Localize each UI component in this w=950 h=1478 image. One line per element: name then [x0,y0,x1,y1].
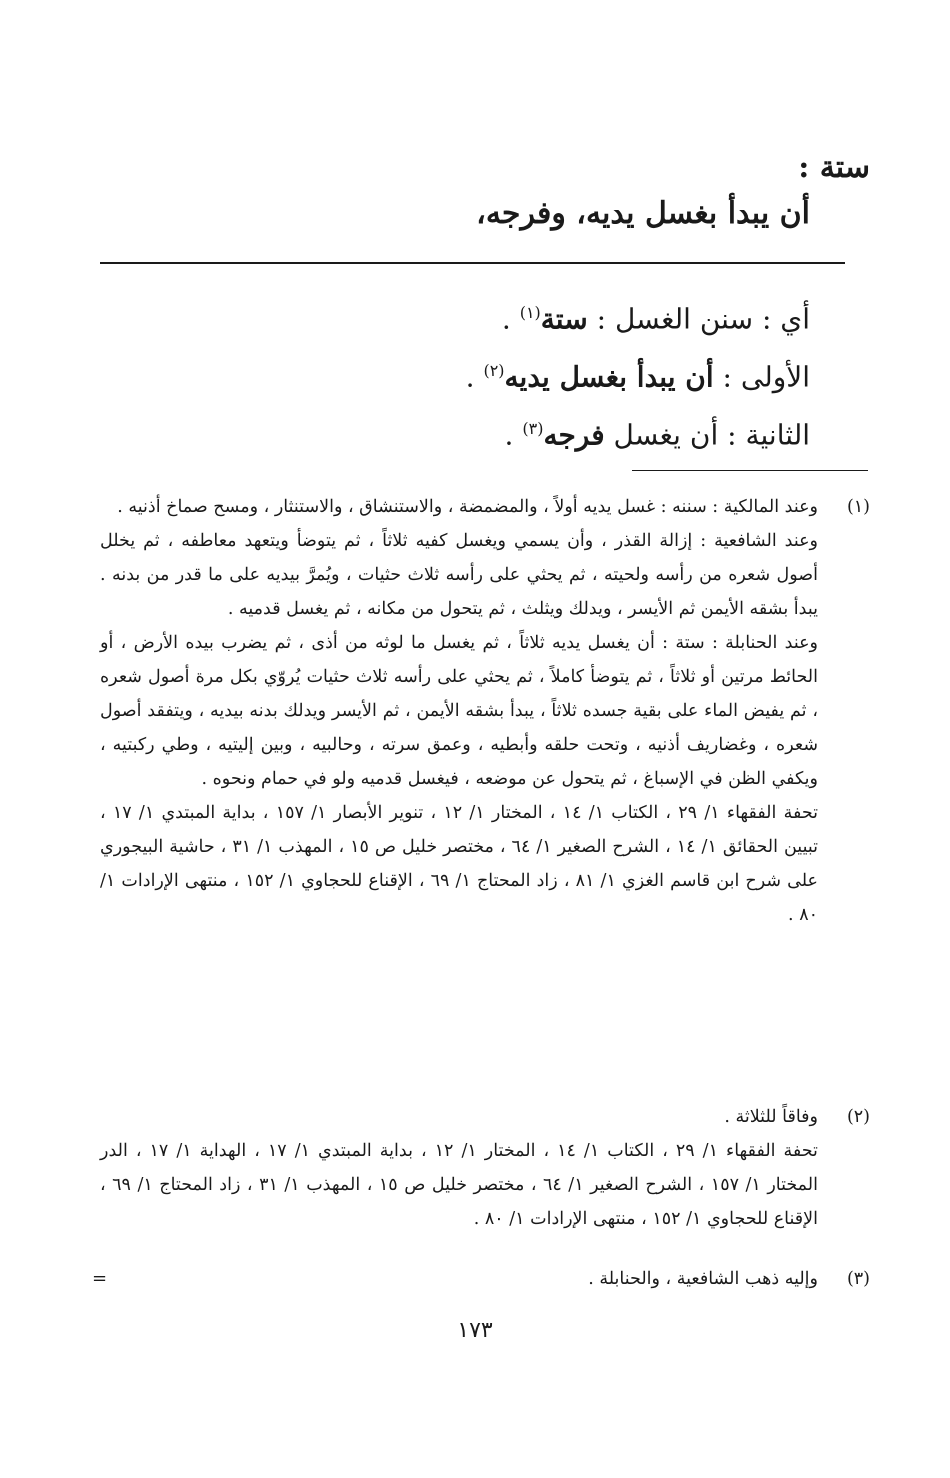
footnote-ref-1[interactable]: (١) [519,303,541,322]
footnote-ref-3[interactable]: (٣) [522,419,544,438]
commentary-line-3: الثانية : أن يغسل فرجه$^{(٣)}$ . [504,418,810,452]
footnote-body [100,490,818,524]
footnote-1 [100,490,870,932]
matn-heading: ستة : [798,150,870,185]
footnote-body [100,1262,818,1296]
footnote-references: تحفة الفقهاء ١/ ٢٩ ، الكتاب ١/ ١٤ ، المختار ١/ ١٢ ، بداية المبتدي ١/ ١٧ ، الهداية ١/ ١٧ ، الدر المختار ١/ ١٥٧ ، الشرح الصغير ١/ ٦٤ ، مختصر خليل ص ١٥ ، المهذب ١/ ٣١ ، زاد المحتاج ١/ ٦٩ ، الإقناع للحجاوي ١/ ١٥٢ ، منتهى الإرادات ١/ ٨٠ . [100,1141,818,1229]
commentary-line-2: الأولى : أن يبدأ بغسل يديه$^{(٢)}$ . [465,360,810,394]
matn-separator-rule [100,262,845,264]
continuation-mark: = [92,1268,108,1289]
footnote-number: (٣) [846,1269,870,1289]
footnote-paragraph-shafii: وعند الشافعية : إزالة القذر ، وأن يسمي ويغسل كفيه ثلاثاً ، ثم يتوضأ ويتعهد معاطفه ، ثم يخلل أصول شعره من رأسه ولحيته ، ثم يحثي على رأسه ثلاث حثيات ، ويُمرَّ بيديه على ما قدر من بدنه . يبدأ بشقه الأيمن ثم الأيسر ، ويدلك ويثلث ، ثم يتحول من مكانه ، ثم يغسل قدميه . [100,531,818,619]
footnote-2 [100,1100,870,1236]
footnote-number: (٢) [846,1107,870,1127]
footnote-ref-2[interactable]: (٢) [483,361,505,380]
commentary-block [250,284,810,458]
footnote-3 [100,1262,870,1296]
footnote-text: وفاقاً للثلاثة . [724,1107,818,1127]
footnote-body [100,1100,818,1134]
footnote-text: وإليه ذهب الشافعية ، والحنابلة . [588,1269,818,1289]
commentary-line-1: أي : سنن الغسل : ستة$^{(١)}$ . [501,302,810,336]
footnote-separator-rule [632,470,868,471]
page-number: ١٧٣ [457,1318,493,1343]
footnote-references: تحفة الفقهاء ١/ ٢٩ ، الكتاب ١/ ١٤ ، المختار ١/ ١٢ ، تنوير الأبصار ١/ ١٥٧ ، بداية المبتدي ١/ ١٧ ، تبيين الحقائق ١/ ١٤ ، الشرح الصغير ١/ ٦٤ ، مختصر خليل ص ١٥ ، المهذب ١/ ٣١ ، حاشية البيجوري على شرح ابن قاسم الغزي ١/ ٨١ ، زاد المحتاج ١/ ٦٩ ، الإقناع للحجاوي ١/ ١٥٢ ، منتهى الإرادات ١/ ٨٠ . [100,803,819,925]
matn-line: أن يبدأ بغسل يديه، وفرجه، [476,196,810,231]
footnote-paragraph-hanbali: وعند الحنابلة : ستة : أن يغسل يديه ثلاثاً ، ثم يغسل ما لوثه من أذى ، ثم يضرب بيده الأرض ، أو الحائط مرتين أو ثلاثاً ، ثم يتوضأ كاملاً ، ثم يحثي على رأسه ثلاث حثيات يُروّي بكل مرة أصول شعره ، ثم يفيض الماء على بقية جسده ثلاثاً ، يبدأ بشقه الأيمن ، ثم الأيسر ويدلك بدنه بيديه ، ويتفقد أصول شعره ، وغضاريف أذنيه ، وتحت حلقه وأبطيه ، وعمق سرته ، وحالبيه ، وبين إليتيه ، وطي ركبتيه ، ويكفي الظن في الإسباغ ، ثم يتحول عن موضعه ، فيغسل قدميه ولو في حمام ونحوه . [100,633,818,789]
footnote-paragraph-maliki: وعند المالكية : سننه : غسل يديه أولاً ، والمضمضة ، والاستنشاق ، والاستنثار ، ومسح صماخ أذنيه . [117,497,818,517]
footnote-number: (١) [846,497,870,517]
